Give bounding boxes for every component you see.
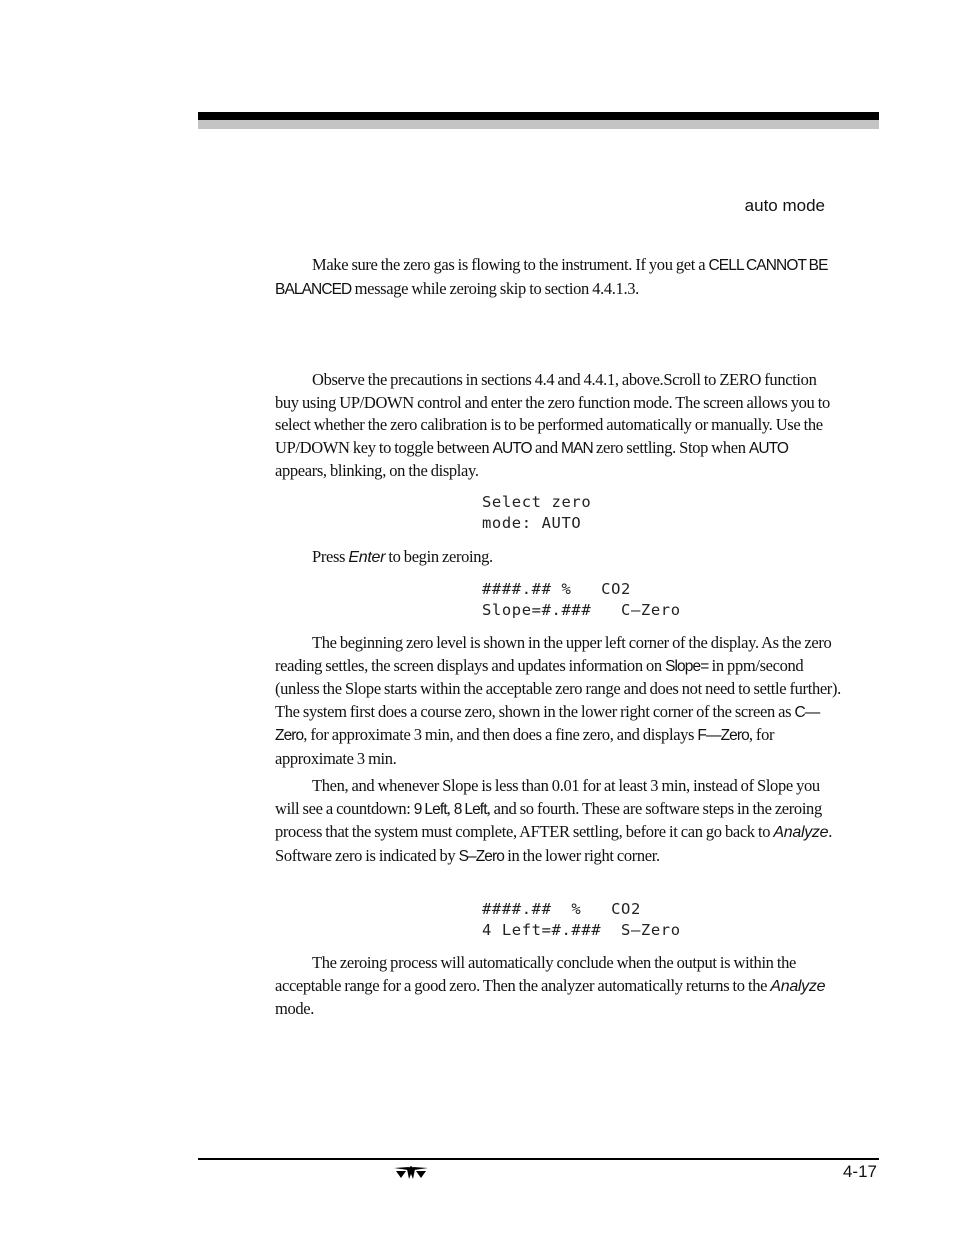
display-term: 8 Left [453,800,487,818]
text-run: zero settling. Stop when [592,437,749,457]
text-run: to begin zeroing. [385,547,493,566]
display-line: Slope=#.### C—Zero [482,601,681,619]
display-line: 4 Left=#.### S—Zero [482,921,681,939]
paragraph-conclude [275,952,843,1021]
mode-term: Analyze [770,977,826,995]
text-run: The zeroing process will automatically conclude when the output is within the acceptable range for a good zero. Then the analyzer automatically returns to the [275,953,796,995]
display-line: Select zero [482,493,592,511]
display-line: ####.## % CO2 [482,900,641,918]
display-line: mode: AUTO [482,514,582,532]
text-run: , [446,798,454,818]
text-run: Make sure the zero gas is flowing to the instrument. If you get a [312,255,709,274]
text-run: in ppm/second (unless the Slope starts within the acceptable zero range and does not need to settle further). The system first does a course zero, shown in the lower right corner of the screen as [275,655,841,721]
text-run: mode. [275,999,315,1019]
lcd-display-course-zero [482,579,681,621]
header-rule-shadow [198,120,879,129]
paragraph-select-mode [275,369,843,483]
text-run: Then, and whenever Slope is less than 0.01 for at least 3 min, instead of Slope you will see a countdown: [275,776,820,818]
mode-name: AUTO [748,439,789,457]
paragraph-zero-gas [275,254,843,301]
text-run: The beginning zero level is shown in the upper left corner of the display. As the zero reading settles, the screen displays and updates information on [275,633,832,675]
paragraph-press-enter [275,546,843,570]
paragraph-countdown [275,775,843,868]
header-rule [198,112,879,120]
page-number: 4-17 [842,1162,877,1181]
lcd-display-select-zero [482,492,591,534]
teledyne-logo-icon [392,1163,430,1181]
message-name: CELL CANNOT BE BALANCED [275,257,828,298]
key-name: Enter [348,549,386,566]
display-term: 9 Left [413,800,447,818]
text-run: . Software zero is indicated by [275,822,832,865]
text-run: , for approximate 3 min. [275,725,775,768]
paragraph-zero-level [275,632,843,771]
text-run: and [531,437,562,457]
display-term: F—Zero [697,727,749,745]
display-line: ####.## % CO2 [482,580,631,598]
lcd-display-software-zero [482,899,681,941]
mode-term: Analyze [773,824,829,842]
footer-rule [198,1158,879,1160]
text-run: , and so fourth. These are software steps in the zeroing process that the system must complete, AFTER settling, before it can go back to [275,798,822,842]
display-term: C—Zero [275,703,820,745]
text-run: appears, blinking, on the display. [275,461,479,481]
text-run: Observe the precautions in sections 4.4 and 4.4.1, above.Scroll to ZERO function buy using UP/DOWN control and enter the zero function mode. The screen allows you to select whether the zero calibration is to be performed automatically or manually. Use the UP/DOWN key to toggle between [275,370,830,457]
mode-name: MAN [561,439,593,457]
display-term: S–Zero [458,847,504,865]
text-run: in the lower right corner. [504,845,660,865]
text-run: Press [312,547,349,566]
text-run: message while zeroing skip to section 4.4.1.3. [351,278,639,298]
display-term: Slope= [665,657,709,675]
text-run: , for approximate 3 min, and then does a fine zero, and displays [303,725,698,745]
section-label: auto mode [744,196,825,215]
mode-name: AUTO [492,439,532,457]
